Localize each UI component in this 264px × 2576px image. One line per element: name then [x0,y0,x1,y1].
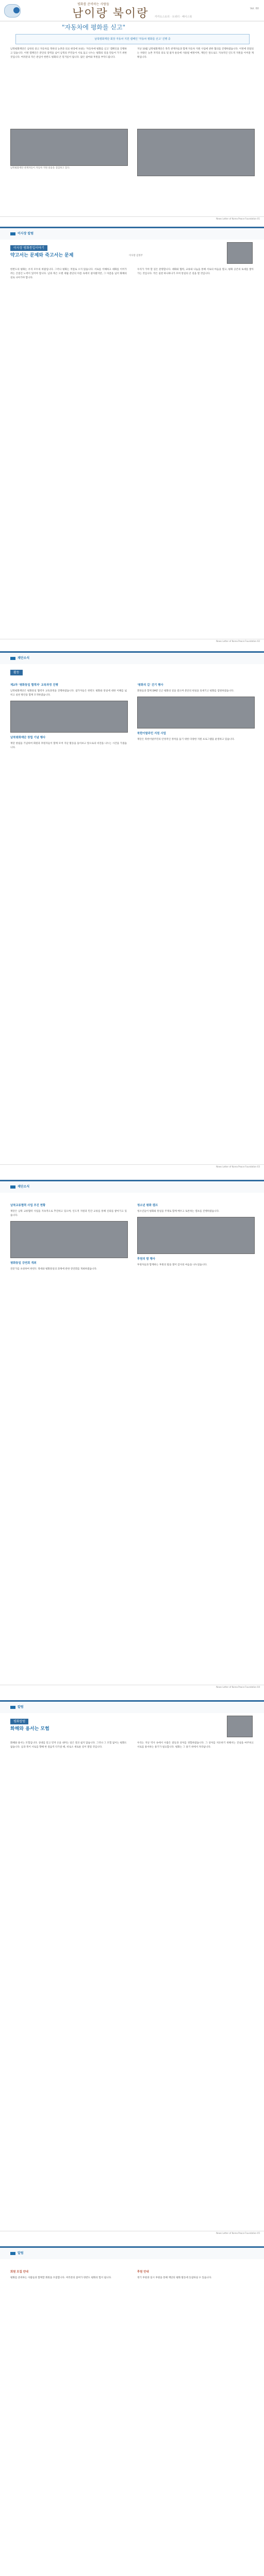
column-left: 화해와 용서는 모험입니다. 상대를 믿고 먼저 손을 내미는 일은 결코 쉽지 않습니다. 그러나 그 모험 없이는 평화도 없습니다. 남과 북이 서로를 향해 한 걸음씩 다가갈 때, 비로소 새로운 길이 열릴 것입니다. [10,1742,127,1749]
newsletter-header [0,0,264,22]
page-footer: News Letter of Korea Peace Foundation 03 [0,1164,264,1170]
notice-left-column [10,2267,127,2280]
author-photo [227,242,253,264]
news-left-column [10,1200,127,1272]
page-footer: News Letter of Korea Peace Foundation 02 [0,639,264,645]
feature-left-column: 남북평화재단은 남한의 중고 자동차를 북한의 농촌과 의료 현장에 보내는 '자동차에 평화를 싣고' 캠페인을 진행하고 있습니다. 이번 캠페인은 분단의 장벽을 넘어 남북의 주민들이 서로 돕고 나누는 평화의 길을 만들어 가기 위한 것입니다. 여러분의 작은 관심이 한반도 평화의 큰 밑거름이 됩니다. 많은 참여와 후원을 부탁드립니다. [10,48,127,59]
news-list [10,680,254,999]
news-item-text: 재단은 남북 교류협력 사업을 지속적으로 추진하고 있으며, 인도적 지원과 민간 교류를 통해 신뢰를 쌓아가고 있습니다. [10,1210,127,1217]
column-right: 우리는 지난 역사 속에서 수많은 갈등과 상처를 경험하였습니다. 그 상처를 치유하기 위해서는 진실을 마주하고 서로를 용서하는 용기가 필요합니다. 평화는 그 용기 위에서 자라납니다. [137,1742,254,1749]
news-item-text: 남북평화재단은 평화통일 협력자 교육과정을 진행하였습니다. 참가자들은 한반도 평화와 통일에 대한 이해를 넓히고 실천 방안을 함께 모색하였습니다. [10,690,127,697]
column-author: 이사장 김영주 [129,255,143,257]
news-list [10,1200,254,1561]
news-photo [137,1217,255,1254]
newsletter-brand: 남이랑 북이랑 [72,7,149,20]
news-photo [10,1221,128,1258]
section-header: 알림 [0,2246,264,2259]
news-item-title: 청소년 평화 캠프 [137,1204,158,1207]
news-item-text: 회원들과 함께 DMZ 인근 평화의 길을 걸으며 분단의 현실을 되새기고 평화를 염원하였습니다. [137,690,234,693]
news-right-column [137,1200,254,1267]
column-kicker: 평화칼럼 [10,1719,28,1724]
feature-title: "자동차에 평화를 싣고" [62,24,125,31]
column-title: 약고서는 문제와 죽고서는 문제 [10,253,74,258]
section-header: 칼럼 [0,1700,264,1713]
issue-number: Vol. 60 [250,7,259,10]
news-photo [10,701,128,733]
news-item-title: 남북평화재단 창립 기념 행사 [10,736,46,739]
feature-right-column: 지난 10월 남북평화재단은 북측 관계자들과 함께 자동차 지원 사업에 관한 협의를 진행하였습니다. 이번에 전달되는 차량은 농촌 지역의 의료 및 물자 운송에 사용될 예정이며, 재단은 앞으로도 지속적인 인도적 지원을 이어갈 계획입니다. [137,48,254,59]
news-item-title: 평화통일 강연회 개최 [10,1261,37,1265]
notice-list [10,2267,254,2576]
page-footer: News Letter of Korea Peace Foundation 04 [0,1685,264,1690]
news-item-title: '평화의 길' 걷기 행사 [137,684,163,687]
column-kicker: 이사장 평화통일이야기 [10,245,47,251]
news-item-text: 재단은 북한이탈주민의 안정적인 정착을 돕기 위한 다양한 지원 프로그램을 운영하고 있습니다. [137,738,235,741]
notice-title: 회원 모집 안내 [10,2270,28,2274]
foundation-logo [4,4,21,18]
section-header: 재단소식 [0,651,264,664]
column-left: 한반도의 평화는 우리 모두의 바람입니다. 그러나 평화는 저절로 오지 않습니다. 서로를 이해하고 대화를 이어가려는 끈질긴 노력이 있어야 합니다. 남과 북은 오랜 세월 분단의 아픔 속에서 살아왔지만, 그 아픔을 넘어 화해의 길로 나아가야 합니다. [10,268,127,279]
news-item-text: 재단 창립을 기념하여 회원과 후원자들이 함께 모여 지난 활동을 돌아보고 앞으로의 비전을 나누는 시간을 가졌습니다. [10,742,127,749]
news-left-column [10,680,127,750]
news-item-title: 북한이탈주민 지원 사업 [137,732,166,735]
notice-right-column [137,2267,254,2280]
feature-photo [10,129,128,166]
section-header: 재단소식 [0,1180,264,1193]
column-body [10,1741,254,2030]
page-footer: News Letter of Korea Peace Foundation 01 [0,216,264,222]
feature-lead: 남북평화재단 회장 자동차 지원 캠페인 '자동차 평화를 싣고' 진행 중 [15,34,250,44]
notice-text: 평화를 준비하는 사람들과 함께할 회원을 모집합니다. 여러분의 참여가 한반도 평화의 힘이 됩니다. [10,2277,112,2280]
news-item-text: 전문가를 초청하여 한반도 정세와 평화통일의 과제에 관한 강연회를 개최하였습니다. [10,1267,97,1270]
tagline: 평화를 준비하는 사람들 [77,3,109,6]
news-item-text: 청소년들이 평화와 통일을 주제로 함께 배우고 토론하는 캠프를 진행하였습니다. [137,1210,220,1213]
news-item-title: 제2차 '평화통일 협력자' 교육과정 진행 [10,684,58,687]
column-right: 우리가 가야 할 길은 분명합니다. 대화와 협력, 교류와 나눔을 통해 서로의 마음을 열고, 평화 공존의 토대를 쌓아가는 것입니다. 작은 실천 하나하나가 모여 통일의 큰 길을 열 것입니다. [137,268,254,275]
news-photo [137,697,255,728]
feature-photo-2 [137,129,255,176]
author-photo [227,1716,253,1737]
notice-title: 후원 안내 [137,2270,149,2274]
column-title: 화해와 용서는 모험 [10,1726,50,1732]
feature-body [10,47,254,125]
news-item-text: 후원자들과 함께하는 후원의 밤을 열어 감사의 마음을 나누었습니다. [137,1264,207,1267]
news-right-column [137,680,254,742]
social-links[interactable]: 카카오스토리 · 트위터 · 페이스북 [155,15,192,19]
column-body [10,268,254,453]
page-footer: News Letter of Korea Peace Foundation 05 [0,2231,264,2236]
section-header: 이사장 칼럼 [0,227,264,240]
news-item-title: 후원의 밤 행사 [137,1257,155,1261]
notice-text: 정기 후원과 일시 후원을 통해 재단의 평화 활동에 동참하실 수 있습니다. [137,2277,212,2280]
feature-caption: 남북평화재단 관계자들이 자동차 지원 물품을 점검하고 있다. [10,167,70,170]
news-kicker: 활동 [10,670,23,675]
news-item-title: 남북교류협력 사업 추진 현황 [10,1204,46,1207]
